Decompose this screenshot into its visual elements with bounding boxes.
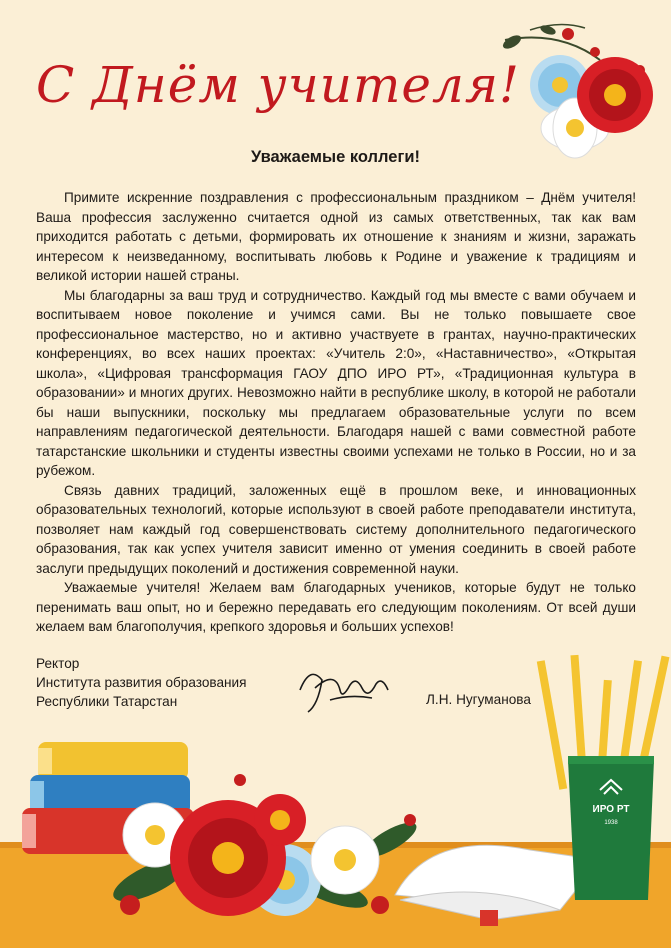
position-line: Ректор	[36, 656, 80, 671]
paragraph: Связь давних традиций, заложенных ещё в прошлом веке, и инновационных образовательных технологий, которые используют в своей работе преподаватели института, позволяет нам каждый год совершенствовать систему дополнительного педагогического образования, так как успех учителя зависит именно от умения соединить в своей работе заслуги предыдущих поколений и достижения современной науки.	[36, 482, 636, 576]
page-title: С Днём учителя!	[36, 56, 521, 114]
signatory-name: Л.Н. Нугуманова	[426, 692, 531, 707]
paragraph: Мы благодарны за ваш труд и сотрудничество. Каждый год мы вместе с вами обучаем и воспитываем новое поколение и учимся сами. Вы не только повышаете свое профессиональное мастерство, но и активно участвуете в грантах, научно-практических конференциях, во всех наших проектах: «Учитель 2:0», «Наставничество», «Открытая школа», «Цифровая трансформация ГАОУ ДПО ИРО РТ», «Традиционная культура в образовании» и многих других. Невозможно найти в республике школу, в которой не работали бы наши выпускники, поскольку мы предлагаем образовательные услуги по всем направлениям педагогической деятельности. Благодаря нашей с вами совместной работе татарстанские школьники и студенты известны своими успехами не только в России, но и за рубежом.	[36, 287, 636, 478]
greeting-heading: Уважаемые коллеги!	[251, 148, 420, 166]
cup-logo-year: 1938	[604, 820, 618, 826]
letter-body	[36, 188, 636, 637]
position-line: Республики Татарстан	[36, 694, 178, 709]
paragraph: Примите искренние поздравления с профессиональным праздником – Днём учителя! Ваша профессия заслуженно считается одной из самых ответственных, так как вам приходится работать с детьми, формировать их отношение к знаниям и жизни, заражать интересом к неизведанному, воспитывать любовь к Родине и уважение к традициям и великой истории нашей страны.	[36, 190, 636, 283]
signature-scribble	[300, 674, 388, 712]
paragraph: Уважаемые учителя! Желаем вам благодарных учеников, которые будут не только перенимать ваш опыт, но и бережно передавать его следующим поколениям. От всей души желаем вам благополучия, крепкого здоровья и больших успехов!	[36, 580, 636, 634]
position-line: Института развития образования	[36, 675, 247, 690]
cup-logo-text: ИРО РТ	[592, 804, 630, 815]
top-flower-bouquet	[501, 24, 653, 158]
signatory-position	[36, 654, 247, 711]
